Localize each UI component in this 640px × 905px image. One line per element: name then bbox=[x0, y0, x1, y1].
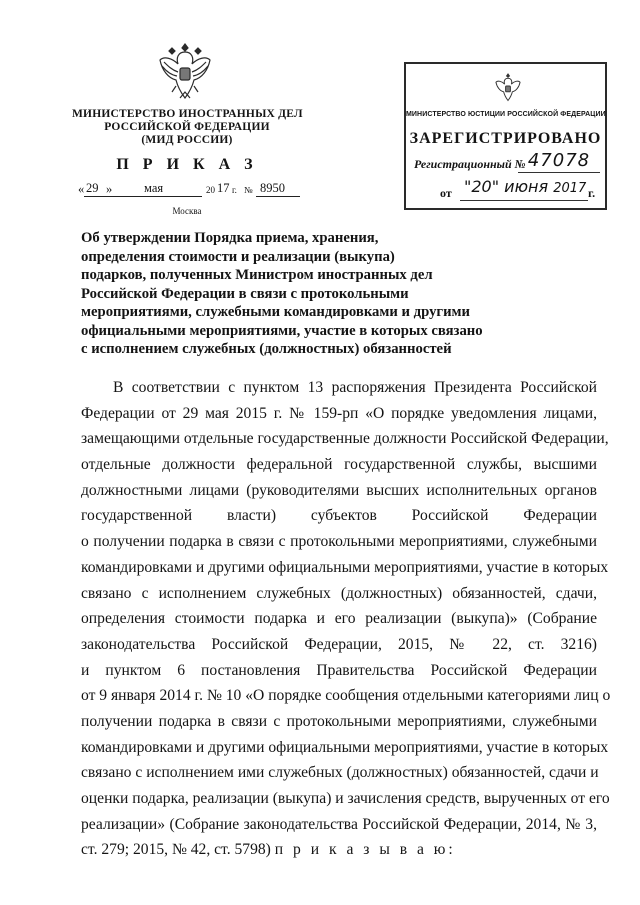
stamp-date-value bbox=[464, 177, 587, 196]
body-line: замещающими отдельные государственные должности Российской Федерации, bbox=[81, 430, 609, 448]
stamp-reg-number-label: Регистрационный № bbox=[414, 157, 526, 171]
date-month-underline bbox=[132, 196, 202, 197]
body-line: законодательства Российской Федерации, 2015, № 22, ст. 3216) bbox=[81, 635, 597, 653]
stamp-emblem bbox=[494, 70, 522, 104]
date-year-unit: г. bbox=[232, 185, 237, 195]
body-line: командировками и другими официальными мероприятиями, участие в которых bbox=[81, 738, 609, 756]
stamp-date-day-month: "20" июня bbox=[464, 177, 549, 196]
stamp-date-prefix: от bbox=[440, 186, 452, 200]
order-date-line bbox=[72, 181, 302, 199]
body-line: связано с исполнением служебных (должностных) обязанностей, сдачи, bbox=[81, 584, 597, 602]
body-line: и пунктом 6 постановления Правительства Российской Федерации bbox=[81, 661, 597, 679]
stamp-reg-number-underline bbox=[518, 172, 600, 173]
ministry-name-line2: РОССИЙСКОЙ ФЕДЕРАЦИИ bbox=[104, 121, 270, 133]
body-last-line-citation: ст. 279; 2015, № 42, ст. 5798) bbox=[81, 841, 271, 859]
body-line: отдельные должности федеральной государственной службы, высшими bbox=[81, 456, 597, 474]
order-decree-word: п р и к а з ы в а ю: bbox=[274, 841, 456, 859]
title-line: официальными мероприятиями, участие в которых связано bbox=[81, 322, 483, 339]
body-line: должностными лицами (руководителями высших исполнительных органов bbox=[81, 481, 597, 499]
coat-of-arms-emblem bbox=[156, 38, 214, 102]
stamp-registered-label: ЗАРЕГИСТРИРОВАНО bbox=[409, 130, 602, 147]
stamp-year-unit: г. bbox=[588, 186, 596, 200]
date-open-quote: « bbox=[78, 182, 85, 196]
body-line: государственной власти) субъектов Российской Федерации bbox=[81, 507, 597, 525]
body-line: получении подарка в связи с протокольными мероприятиями, служебными bbox=[81, 712, 597, 730]
title-line: подарков, полученных Министром иностранных дел bbox=[81, 267, 433, 283]
body-line: от 9 января 2014 г. № 10 «О порядке сообщения отдельными категориями лиц о bbox=[81, 687, 611, 705]
stamp-ministry-name: МИНИСТЕРСТВО ЮСТИЦИИ РОССИЙСКОЙ ФЕДЕРАЦИИ bbox=[406, 111, 606, 118]
ministry-name-line1: МИНИСТЕРСТВО ИНОСТРАННЫХ ДЕЛ bbox=[72, 108, 303, 120]
date-close-quote: » bbox=[106, 182, 113, 196]
body-line: командировками и другими официальными мероприятиями, участие в которых bbox=[81, 558, 609, 576]
body-line: оценки подарка, реализации (выкупа) и зачисления средств, вырученных от его bbox=[81, 790, 610, 807]
title-line: с исполнением служебных (должностных) обязанностей bbox=[81, 341, 452, 357]
order-body bbox=[81, 375, 611, 863]
body-line: В соответствии с пунктом 13 распоряжения Президента Российской bbox=[113, 379, 597, 396]
date-month: мая bbox=[144, 181, 164, 195]
title-line: Об утверждении Порядка приема, хранения, bbox=[81, 230, 379, 246]
city: Москва bbox=[172, 206, 202, 216]
date-day: 29 bbox=[86, 181, 99, 195]
stamp-reg-number-value: 47078 bbox=[527, 150, 591, 171]
stamp-date-underline bbox=[460, 200, 588, 201]
number-sign: № bbox=[244, 185, 253, 195]
order-number-underline bbox=[256, 196, 300, 197]
date-year-prefix: 20 bbox=[206, 185, 215, 195]
stamp-year-value: 2017 bbox=[553, 181, 587, 196]
body-line: о получении подарка в связи с протокольными мероприятиями, служебными bbox=[81, 533, 597, 551]
body-line: связано с исполнением ими служебных (должностных) обязанностей, сдачи и bbox=[81, 764, 599, 782]
body-line: определения стоимости подарка и его реализации (выкупа)» (Собрание bbox=[81, 610, 597, 628]
ministry-name bbox=[72, 108, 302, 147]
title-line: определения стоимости и реализации (выкупа) bbox=[81, 248, 395, 265]
ministry-name-line3: (МИД РОССИИ) bbox=[141, 134, 233, 146]
body-line: реализации» (Собрание законодательства Российской Федерации, 2014, № 3, bbox=[81, 815, 597, 833]
date-year-suffix: 17 bbox=[217, 181, 230, 195]
body-line: Федерации от 29 мая 2015 г. № 159-рп «О порядке уведомления лицами, bbox=[81, 404, 597, 422]
title-line: Российской Федерации в связи с протокольными bbox=[81, 285, 409, 302]
order-title bbox=[81, 229, 561, 359]
body-last-line bbox=[81, 837, 597, 863]
title-line: мероприятиями, служебными командировками и другими bbox=[81, 304, 471, 320]
registration-stamp bbox=[404, 62, 607, 210]
document-type: П Р И К А З bbox=[116, 156, 258, 173]
order-number: 8950 bbox=[260, 181, 285, 195]
